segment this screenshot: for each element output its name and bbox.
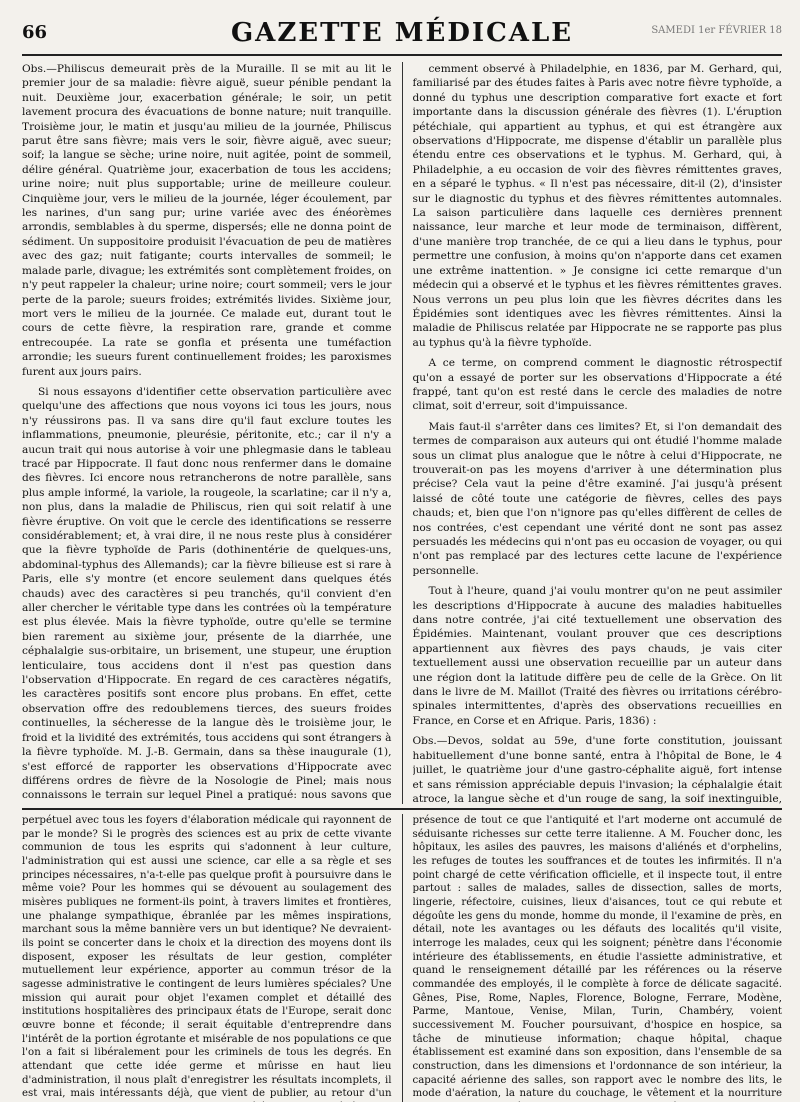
feuilleton-divider xyxy=(22,808,782,810)
paragraph: présence de tout ce que l'antiquité et l'art moderne ont accumulé de séduisante richesses sur cette terre italienne. A M. Foucher donc, les hôpitaux, les asiles des pauvres, les maisons d'aliénés et d'orphelins, les refuges de toutes les souffrances et de toutes les infirmités. Il n'a point chargé de cette vérification officielle, et il inspecte tout, il entre partout : salles de malades, salles de dissection, salles de morts, lingerie, réfectoire, cuisines, lieux d'aisances, tout ce qui rebute et dégoûte les gens du monde, homme du monde, il l'examine de près, en détail, note les avantages ou les défauts des localités qu'il visite, interroge les malades, ceux qui les soignent; pénètre dans l'économie intérieure des établissements, en étudie l'assiette administrative, et quand le renseignement détaillé par les références ou la réserve commandée des employés, il le complète à force de délicate sagacité. Gênes, Pise, Rome, Naples, Florence, Bologne, Ferrare, Modène, Parme, Mantoue, Venise, Milan, Turin, Chambéry, voient successivement M. Foucher poursuivant, d'hospice en hospice, sa tâche de minutieuse information; chaque hôpital, chaque établissement est examiné dans son exposition, dans l'ensemble de sa construction, dans les dimensions et l'ordonnance de son intérieur, la capacité aérienne des salles, son rapport avec le nombre des lits, le mode d'aération, la nature du couchage, le vêtement et la nourriture xyxy=(412,815,782,1100)
right-column xyxy=(413,62,783,804)
feuilleton-right-column xyxy=(413,814,783,1102)
paragraph: cemment observé à Philadelphie, en 1836, par M. Gerhard, qui, familiarisé par des études faites à Paris avec notre fièvre typhoïde, a donné du typhus une description comparative fort exacte et fort importante dans la discussion générale des fièvres (1). L'éruption pétéchiale, qui appartient au typhus, et qui est étrangère aux observations d'Hippocrate, me dispense d'établir un parallèle plus étendu entre ces observations et le typhus. M. Gerhard, qui, à Philadelphie, a eu occasion de voir des fièvres rémittentes graves, en a séparé le typhus. « Il n'est pas nécessaire, dit-il (2), d'insister sur le diagnostic du typhus et des fièvres rémittentes automnales. La saison particulière dans laquelle ces dernières prennent naissance, leur marche et leur mode de terminaison, diffèrent, d'une manière trop tranchée, de ce qui a lieu dans le typhus, pour permettre une confusion, à moins qu'on n'apporte dans cet examen une extrême inattention. » Je consigne ici cette remarque d'un médecin qui a observé et le typhus et les fièvres rémittentes graves. Nous verrons un peu plus loin que les fièvres décrites dans les Épidémies sont identiques avec les fièvres rémittentes. Ainsi la maladie de Philiscus relatée par Hippocrate ne se rapporte pas plus au typhus qu'à la fièvre typhoïde. xyxy=(412,63,782,349)
main-article xyxy=(22,62,782,804)
page-number: 66 xyxy=(22,22,48,43)
feuilleton-left-column xyxy=(22,814,392,1102)
paragraph: perpétuel avec tous les foyers d'élaboration médicale qui rayonnent de par le monde? Si le progrès des sciences est au prix de cette vivante communion de tous les esprits qui s'adonnent à leur culture, l'administration qui est aussi une science, car elle a sa règle et ses principes nécessaires, n'a-t-elle pas quelque profit à poursuivre dans le même voie? Pour les hommes qui se dévouent au soulagement des misères publiques ne forment-ils point, à travers limites et frontières, une phalange sympathique, ébranlée par les mêmes inspirations, marchant sous la même bannière vers un but identique? Ne devraient-ils point se concerter dans le choix et la direction des moyens dont ils disposent, exposer les résultats de leur gestion, compléter mutuellement leur expérience, apporter au commun trésor de la sagesse administrative le contingent de leurs lumières spéciales? Une mission qui aurait pour objet l'examen complet et détaillé des institutions hospitalières des principaux états de l'Europe, serait donc œuvre bonne et féconde; il serait équitable d'entreprendre dans l'intérêt de la portion égrotante et misérable de nos populations ce que l'on a fait si libéralement pour les criminels de tous les degrés. En attendant que cette idée germe et mûrisse en haut lieu d'administration, il nous plaît d'enregistrer les résultats incomplets, il est vrai, mais intéressants déjà, que vient de publier, au retour d'un xyxy=(22,815,392,1100)
paragraph: Mais faut-il s'arrêter dans ces limites? Et, si l'on demandait des termes de comparaison aux auteurs qui ont étudié l'homme malade sous un climat plus analogue que le nôtre à celui d'Hippocrate, ne trouverait-on pas les moyens d'arriver à une détermination plus précise? Cela vaut la peine d'être examiné. J'ai jusqu'à présent laissé de côté toute une catégorie de fièvres, celles des pays chauds; et, bien que l'on n'ignore pas qu'elles diffèrent de celles de nos contrées, c'est cependant une vérité dont ne sont pas assez persuadés les médecins qui n'ont pas eu occasion de voyager, ou qui n'ont pas remplacé par des lectures cette lacune de l'expérience personnelle. xyxy=(412,420,782,577)
left-column xyxy=(22,62,392,804)
gazette-title: GAZETTE MÉDICALE xyxy=(230,18,574,48)
paragraph: A ce terme, on comprend comment le diagnostic rétrospectif qu'on a essayé de porter sur les observations d'Hippocrate a été frappé, tant qu'on est resté dans le cercle des maladies de notre climat, soit d'erreur, soit d'impuissance. xyxy=(412,357,782,413)
masthead xyxy=(22,10,782,56)
column-divider xyxy=(402,814,403,1102)
column-divider xyxy=(402,62,403,804)
observation-devos: Obs.—Devos, soldat au 59e, d'une forte constitution, jouissant habituellement d'une bonne santé, entra à l'hôpital de Bone, le 4 juillet, le quatrième jour d'une gastro-céphalite aiguë, fort intense et sans rémission appréciable depuis l'invasion; la céphalalgie était atroce, la langue sèche et d'un rouge de sang, la soif inextinguible, xyxy=(412,735,782,804)
feuilleton xyxy=(22,814,782,1102)
observation-philiscus: Obs.—Philiscus demeurait près de la Muraille. Il se mit au lit le premier jour de sa maladie: fièvre aiguë, sueur pénible pendant la nuit. Deuxième jour, exacerbation générale; le soir, un petit lavement procura des évacuations de bonne nature; nuit tranquille. Troisième jour, le matin et jusqu'au milieu de la journée, Philiscus parut être sans fièvre; mais vers le soir, fièvre aiguë, avec sueur; soif; la langue se sèche; urine noire, nuit agitée, point de sommeil, délire général. Quatrième jour, exacerbation de tous les accidens; urine noire; nuit plus supportable; urine de meilleure couleur. Cinquième jour, vers le milieu de la journée, léger écoulement, par les narines, d'un sang pur; urine variée avec des énéorèmes arrondis, semblables à du sperme, dispersés; elle ne donna point de sédiment. Un suppositoire produisit l'évacuation de peu de matières avec des gaz; nuit fatigante; courts intervalles de sommeil; le malade parle, divague; les extrémités sont complètement froides, on n'y peut rappeler la chaleur; urine noire; court sommeil; vers le jour perte de la parole; sueurs froides; extrémités livides. Sixième jour, mort vers le milieu de la journée. Ce malade eut, durant tout le cours de cette fièvre, la respiration rare, grande et comme entrecoupée. La rate se gonfla et présenta une tuméfaction arrondie; les sueurs furent continuellement froides; les paroxismes furent aux jours pairs. xyxy=(22,63,392,378)
paragraph: Si nous essayons d'identifier cette observation particulière avec quelqu'une des affections que nous voyons ici tous les jours, nous n'y réussirons pas. Il va sans dire qu'il faut exclure toutes les inflammations, pneumonie, pleurésie, péritonite, etc.; car il n'y a aucun trait qui nous autorise à voir une phlegmasie dans le tableau tracé par Hippocrate. Il faut donc nous renfermer dans le domaine des fièvres. Ici encore nous retrancherons de notre parallèle, sans plus ample informé, la variole, la rougeole, la scarlatine; car il n'y a, non plus, dans la maladie de Philiscus, rien qui soit relatif à une fièvre éruptive. On voit que le cercle des identifications se resserre considérablement; et, à vrai dire, il ne nous reste plus à considérer que la fièvre typhoïde de Paris (dothinentérie de quelques-uns, abdominal-typhus des Allemands); car la fièvre bilieuse est si rare à Paris, elle s'y montre (et encore seulement dans quelques étés chauds) avec des caractères si peu tranchés, qu'il convient d'en aller chercher le véritable type dans les contrées où la température est plus élevée. Mais la fièvre typhoïde, outre qu'elle se termine bien rarement au sixième jour, présente de la diarrhée, une céphalalgie sus-orbitaire, un brisement, une stupeur, une éruption lenticulaire, tous accidens dont il n'est pas question dans l'observation d'Hippocrate. En regard de ces caractères négatifs, les caractères positifs sont encore plus probans. En effet, cette observation offre des redoublemens tierces, des sueurs froides continuelles, la sécheresse de la langue dès le troisième jour, le froid et la lividité des extrémités, tous accidens qui sont étrangers à la fièvre typhoïde. M. J.-B. Germain, dans sa thèse inaugurale (1), s'est efforcé de rapporter les observations d'Hippocrate avec différens ordres de fièvre de la Nosologie de Pinel; mais nous connaissons le terrain sur lequel Pinel a pratiqué: nous savons que xyxy=(22,385,392,802)
issue-date: SAMEDI 1er FÉVRIER 18 xyxy=(651,25,782,36)
paragraph: Tout à l'heure, quand j'ai voulu montrer qu'on ne peut assimiler les descriptions d'Hippocrate à aucune des maladies habituelles dans notre contrée, j'ai cité textuellement une observation des Épidémies. Maintenant, voulant prouver que ces descriptions appartiennent aux fièvres des pays chauds, je vais citer textuellement aussi une observation recueillie par un auteur dans une région dont la latitude diffère peu de celle de la Grèce. On lit dans le livre de M. Maillot (Traité des fièvres ou irritations cérébro-spinales intermittentes, d'après des observations recueillies en France, en Corse et en Afrique. Paris, 1836) : xyxy=(412,585,782,727)
